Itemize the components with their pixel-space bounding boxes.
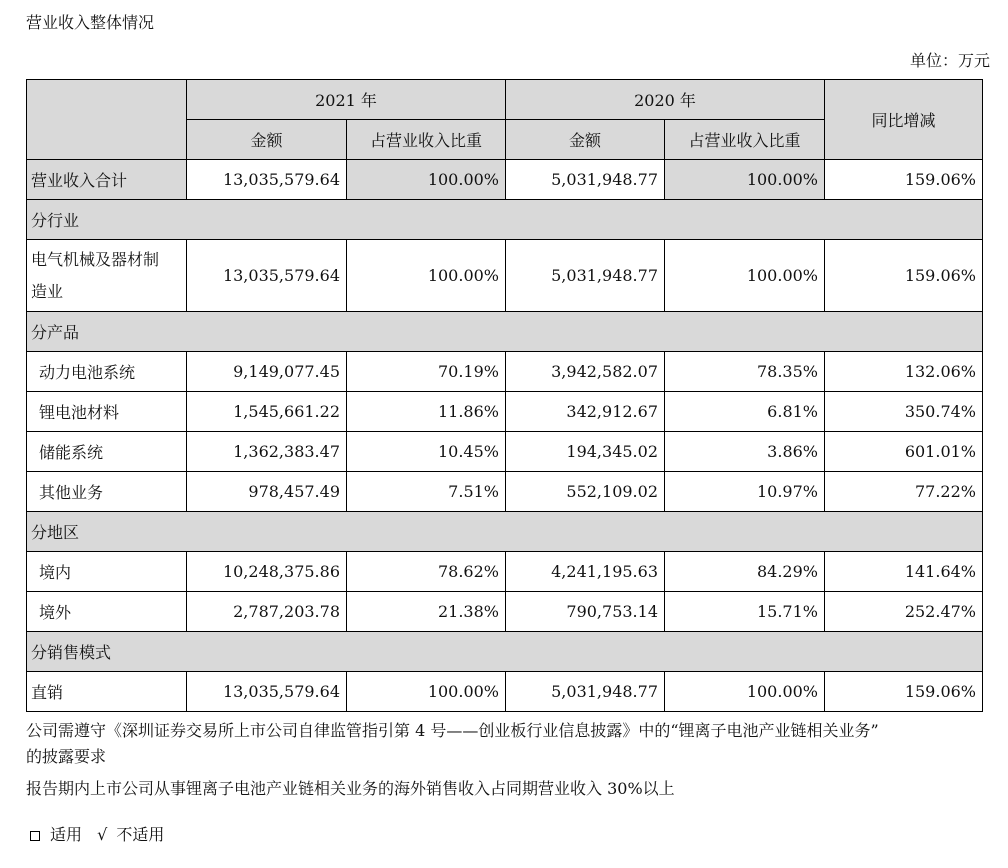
yoy-change: 159.06%: [825, 160, 983, 200]
header-yoy: 同比增减: [825, 80, 983, 160]
ratio-2021: 21.38%: [347, 592, 506, 632]
note-line-1: 公司需遵守《深圳证券交易所上市公司自律监管指引第 4 号——创业板行业信息披露》中的“锂离子电池产业链相关业务”: [26, 721, 879, 740]
amount-2020: 790,753.14: [506, 592, 665, 632]
table-row: [27, 472, 983, 512]
yoy-change: 159.06%: [825, 240, 983, 312]
row-label: 其他业务: [27, 472, 187, 512]
amount-2021: 9,149,077.45: [187, 352, 347, 392]
section-title: 营业收入整体情况: [26, 13, 155, 32]
table-row: [27, 592, 983, 632]
section-label: 分销售模式: [27, 632, 983, 672]
table-row-total: [27, 160, 983, 200]
amount-2020: 342,912.67: [506, 392, 665, 432]
yoy-change: 132.06%: [825, 352, 983, 392]
not-applicable-label: 不适用: [116, 825, 165, 844]
ratio-2020: 6.81%: [665, 392, 825, 432]
ratio-2021: 100.00%: [347, 160, 506, 200]
section-region: [27, 512, 983, 552]
amount-2020: 5,031,948.77: [506, 240, 665, 312]
row-label: 动力电池系统: [27, 352, 187, 392]
row-label: 锂电池材料: [27, 392, 187, 432]
amount-2020: 194,345.02: [506, 432, 665, 472]
note-line-2: 的披露要求: [26, 747, 107, 766]
header-ratio-2020: 占营业收入比重: [665, 120, 825, 160]
revenue-table: [26, 79, 983, 712]
row-label: 电气机械及器材制 造业: [27, 240, 187, 312]
amount-2020: 5,031,948.77: [506, 160, 665, 200]
yoy-change: 252.47%: [825, 592, 983, 632]
yoy-change: 159.06%: [825, 672, 983, 712]
ratio-2021: 10.45%: [347, 432, 506, 472]
ratio-2021: 70.19%: [347, 352, 506, 392]
unit-label: 单位：万元: [909, 51, 990, 70]
applicable-label: 适用: [50, 825, 83, 844]
header-amount-2020: 金额: [506, 120, 665, 160]
amount-2021: 2,787,203.78: [187, 592, 347, 632]
applicability-options: [30, 822, 164, 845]
ratio-2021: 100.00%: [347, 240, 506, 312]
ratio-2021: 7.51%: [347, 472, 506, 512]
header-2020: 2020 年: [506, 80, 825, 120]
amount-2020: 5,031,948.77: [506, 672, 665, 712]
row-label: 境外: [27, 592, 187, 632]
amount-2021: 1,545,661.22: [187, 392, 347, 432]
yoy-change: 77.22%: [825, 472, 983, 512]
yoy-change: 141.64%: [825, 552, 983, 592]
amount-2021: 978,457.49: [187, 472, 347, 512]
header-ratio-2021: 占营业收入比重: [347, 120, 506, 160]
ratio-2020: 84.29%: [665, 552, 825, 592]
disclosure-notes: [26, 718, 986, 802]
section-label: 分地区: [27, 512, 983, 552]
corner-cell: [27, 80, 187, 160]
amount-2021: 1,362,383.47: [187, 432, 347, 472]
row-label: 营业收入合计: [27, 160, 187, 200]
ratio-2021: 100.00%: [347, 672, 506, 712]
note-line-3: 报告期内上市公司从事锂离子电池产业链相关业务的海外销售收入占同期营业收入 30%以上: [26, 779, 675, 798]
row-label: 境内: [27, 552, 187, 592]
amount-2020: 3,942,582.07: [506, 352, 665, 392]
section-label: 分行业: [27, 200, 983, 240]
ratio-2021: 78.62%: [347, 552, 506, 592]
check-mark-icon: √: [97, 825, 108, 844]
section-label: 分产品: [27, 312, 983, 352]
amount-2021: 13,035,579.64: [187, 240, 347, 312]
amount-2021: 13,035,579.64: [187, 160, 347, 200]
table-row: [27, 392, 983, 432]
yoy-change: 601.01%: [825, 432, 983, 472]
section-industry: [27, 200, 983, 240]
amount-2021: 13,035,579.64: [187, 672, 347, 712]
ratio-2020: 15.71%: [665, 592, 825, 632]
table-row: [27, 240, 983, 312]
table-row: [27, 672, 983, 712]
ratio-2020: 100.00%: [665, 672, 825, 712]
ratio-2021: 11.86%: [347, 392, 506, 432]
header-2021: 2021 年: [187, 80, 506, 120]
ratio-2020: 10.97%: [665, 472, 825, 512]
amount-2020: 552,109.02: [506, 472, 665, 512]
table-row: [27, 352, 983, 392]
ratio-2020: 3.86%: [665, 432, 825, 472]
table-row: [27, 552, 983, 592]
yoy-change: 350.74%: [825, 392, 983, 432]
row-label: 储能系统: [27, 432, 187, 472]
row-label: 直销: [27, 672, 187, 712]
section-sales-mode: [27, 632, 983, 672]
amount-2020: 4,241,195.63: [506, 552, 665, 592]
ratio-2020: 100.00%: [665, 240, 825, 312]
ratio-2020: 78.35%: [665, 352, 825, 392]
header-amount-2021: 金额: [187, 120, 347, 160]
amount-2021: 10,248,375.86: [187, 552, 347, 592]
section-product: [27, 312, 983, 352]
ratio-2020: 100.00%: [665, 160, 825, 200]
table-row: [27, 432, 983, 472]
checkbox-empty-icon: [30, 831, 40, 841]
